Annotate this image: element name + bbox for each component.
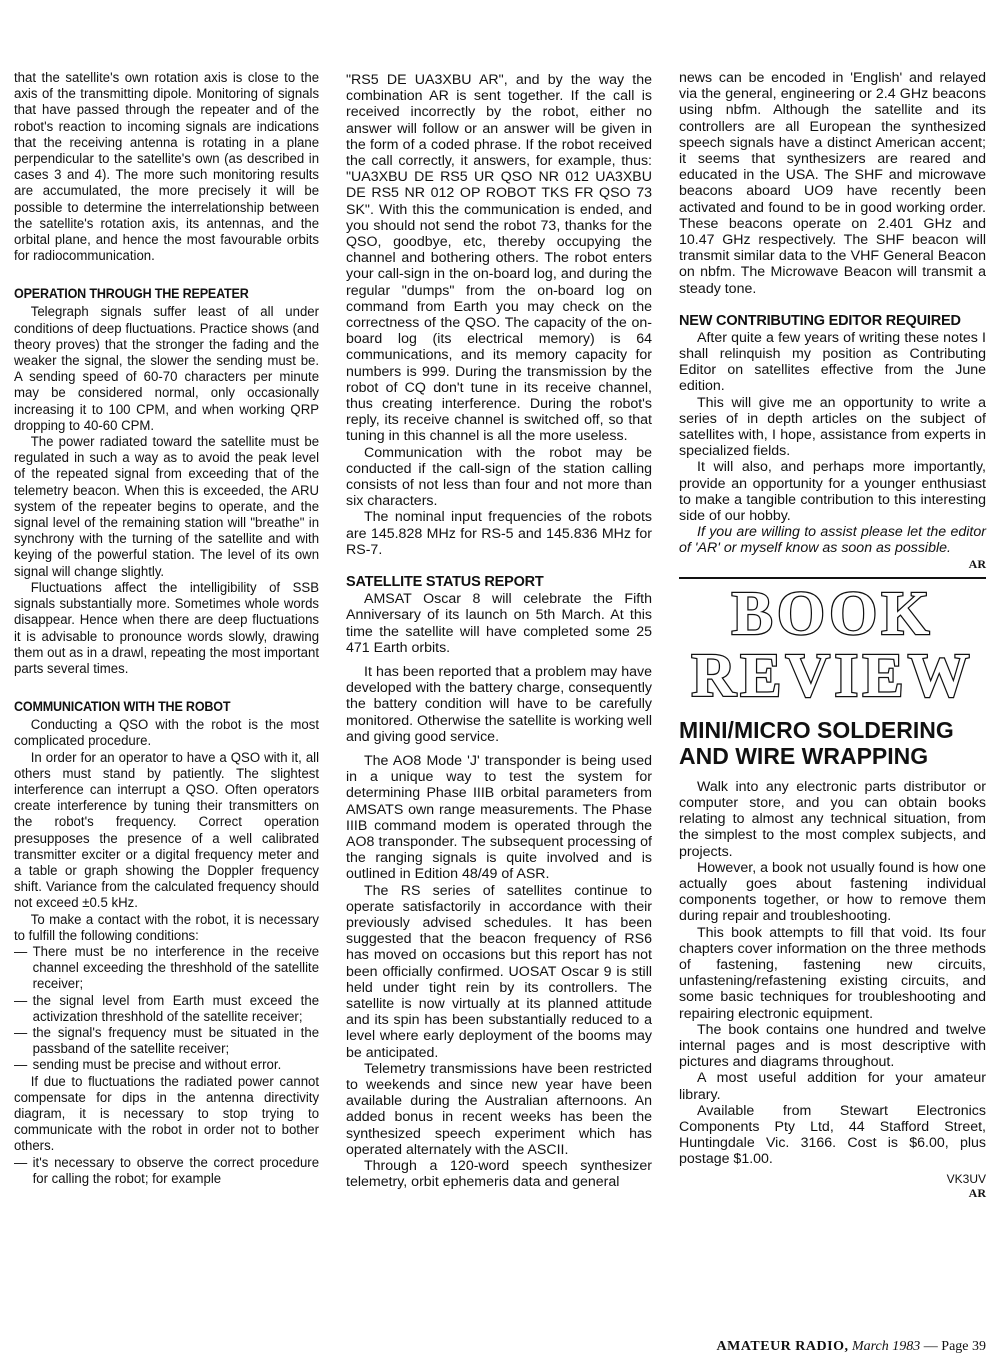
section-heading-repeater: OPERATION THROUGH THE REPEATER xyxy=(14,286,249,302)
review-word: REVIEW xyxy=(691,641,974,710)
issue-date: March 1983 xyxy=(851,1339,921,1354)
column-2 xyxy=(346,72,652,1190)
paragraph: This will give me an opportunity to write a series of in depth articles on the subject of satellites with, I hope, assistance from experts in specialized fields. xyxy=(679,394,986,460)
paragraph: Communication with the robot may be conducted if the call-sign of the station calling consists of not less than four and not more than six characters. xyxy=(346,444,652,510)
section-heading-editor: NEW CONTRIBUTING EDITOR REQUIRED xyxy=(679,312,961,329)
magazine-name: AMATEUR RADIO, xyxy=(716,1339,849,1354)
paragraph: Walk into any electronic parts distributor or computer store, and you can obtain books relating to almost any technical situation, from the simplest to the most complex subjects, and projects. xyxy=(679,778,986,860)
paragraph: If due to fluctuations the radiated power cannot compensate for dips in the antenna directivity diagram, it is necessary to stop trying to communicate with the robot in order not to bother others. xyxy=(14,1073,320,1155)
paragraph: It has been reported that a problem may have developed with the battery charge, consequently the battery condition will have to be carefully monitored. Otherwise the satellite is working well and giving good service. xyxy=(346,663,652,745)
procedure-list xyxy=(14,1155,319,1187)
paragraph: The power radiated toward the satellite must be regulated in such a way as to avoid the peak level of the repeated signal from exceeding that of the telemetry beacon. When this is exceeded, the ARU system of the repeater begins to operate, and the signal level of the remaining station will "breathe" in synchrony with the turning of the satellite and with keying of the powerful station. The level of its own signal will change slightly. xyxy=(14,434,320,580)
column-3 xyxy=(679,70,986,1200)
section-heading-status: SATELLITE STATUS REPORT xyxy=(346,574,544,591)
page-number: — Page 39 xyxy=(923,1339,986,1354)
paragraph: This book attempts to fill that void. Its four chapters cover information on the three methods of fastening, fastening new circuits, unfastening/refastening existing circuits, and some basic techniques for troubleshooting and repairing electronic equipment. xyxy=(679,924,986,1022)
paragraph-italic: If you are willing to assist please let the editor of 'AR' or myself know as soon as possible. xyxy=(679,524,986,557)
paragraph: Through a 120-word speech synthesizer telemetry, orbit ephemeris data and general xyxy=(346,1158,652,1191)
paragraph: The AO8 Mode 'J' transponder is being used in a unique way to test the system for determining Phase IIIB orbital parameters from AMSATS own range measurements. The Phase IIIB command modem is operated through the AO8 transponder. The subsequent processing of the ranging signals is quite involved and is outlined in Edition 48/49 of ASR. xyxy=(346,752,652,883)
conditions-list xyxy=(14,944,319,1074)
paragraph: Telegraph signals suffer least of all under conditions of deep fluctuations. Practice shows (and theory proves) that the stronger the fading and the weaker the signal, the slower the sending must be. A sending speed of 60-70 characters per minute may be considered normal, only occasionally increasing it to 100 CPM, and when working QRP dropping to 40-60 CPM. xyxy=(14,304,320,434)
paragraph: The book contains one hundred and twelve internal pages and is most descriptive with pictures and diagrams throughout. xyxy=(679,1021,986,1071)
paragraph: In order for an operator to have a QSO with it, all others must stand by patiently. The slightest interference can interrupt a QSO. Often operators create interference by tuning their transmitters on the robot's frequency. Correct operation presupposes the presence of a well calibrated transmitter exciter or a digital frequency meter and a table or graph showing the Doppler frequency shift. Variance from the calculated frequency should not exceed ±0.5 kHz. xyxy=(14,749,320,912)
paragraph: that the satellite's own rotation axis is close to the axis of the transmitting dipole. Monitoring of signals that have passed through the repeater and of the robot's reaction to incoming signals are indications that the receiving antenna is rotating in a plane perpendicular to the satellite's own (as described in cases 3 and 4). The more such monitoring results are accumulated, the more precisely it will be possible to determine the interrelationship between the satellite's rotation axis, its antennas, and the orbital plane, and hence the most favourable orbits for radiocommunication. xyxy=(14,70,320,265)
ar-logo: AR xyxy=(968,556,986,571)
page-footer xyxy=(717,1339,987,1355)
book-word: BOOK xyxy=(731,579,934,648)
list-item: — sending must be precise and without error. xyxy=(14,1057,319,1073)
paragraph: AMSAT Oscar 8 will celebrate the Fifth Anniversary of its launch on 5th March. At this time the satellite will have completed some 25 471 Earth orbits. xyxy=(346,591,652,656)
paragraph: A most useful addition for your amateur library. xyxy=(679,1070,986,1103)
list-item: — it's necessary to observe the correct procedure for calling the robot; for example xyxy=(14,1155,319,1187)
paragraph: It will also, and perhaps more importantly, provide an opportunity for a younger enthusiast to make a tangible contribution to this interesting side of our hobby. xyxy=(679,459,986,525)
paragraph: "RS5 DE UA3XBU AR", and by the way the combination AR is sent together. If the call is received incorrectly by the robot, either no answer will follow or an answer will be given in the form of a coded phrase. If the robot received the call correctly, it answers, for example, thus: "UA3XBU DE RS5 UR QSO NR 012 UA3XBU DE RS5 NR 012 OP ROBOT TKS FR QSO 73 SK". With this the communication is ended, and you should not send the robot 73, thanks for the QSO, goodbye, etc, thereby occupying the channel and bothering others. The robot enters your call-sign in the on-board log, and during the regular "dumps" from the on-board log on command from Earth you may check on the correctness of the QSO. The capacity of the on-board log (its electrical memory) is 64 communications, and its memory capacity for numbers is 999. During the transmission by the robot of CQ don't tune in its receive channel, thus creating interference. During the robot's reply, its receive channel is switched off, so that tuning in this channel is all the more useless. xyxy=(346,72,652,445)
paragraph: Conducting a QSO with the robot is the most complicated procedure. xyxy=(14,717,320,750)
paragraph: Fluctuations affect the intelligibility of SSB signals substantially more. Sometimes whole words disappear. Hence when there are deep fluctuations it is advisable to pronounce words slowly, drawing them out as in a drawl, repeating the most important parts several times. xyxy=(14,579,320,677)
paragraph: news can be encoded in 'English' and relayed via the general, engineering or 2.4 GHz beacons using nbfm. Although the satellite and its controllers are all European the synthesized speech signals have a distinct American accent; it seems that synthesizers are reared and educated in the USA. The SHF and microwave beacons aboard UO9 have recently been activated and found to be in good working order. These beacons operate on 2.401 GHz and 10.47 GHz respectively. The SHF beacon will transmit similar data to the VHF General Beacon on nbfm. The Microwave Beacon will transmit a steady tone. xyxy=(679,70,986,297)
paragraph: The nominal input frequencies of the robots are 145.828 MHz for RS-5 and 145.836 MHz for RS-7. xyxy=(346,509,652,558)
review-title: MINI/MICRO SOLDERING AND WIRE WRAPPING xyxy=(679,716,954,769)
author-callsign: VK3UV xyxy=(946,1171,986,1186)
list-item: — the signal's frequency must be situated in the passband of the satellite receiver; xyxy=(14,1025,319,1057)
list-item: — the signal level from Earth must exceed the activization threshhold of the satellite receiver; xyxy=(14,993,319,1025)
paragraph: Available from Stewart Electronics Components Pty Ltd, 44 Stafford Street, Huntingdale Vic. 3166. Cost is $6.00, plus postage $1.00. xyxy=(679,1102,986,1168)
paragraph: The RS series of satellites continue to operate satisfactorily in accordance with their previously advised schedules. It has been suggested that the beacon frequency of RS6 has moved on occasions but this report has not been officially confirmed. UOSAT Oscar 9 is still held under tight rein by its controllers. The satellite is now virtually at its planned attitude and its spin has been substantially reduced to a level where early deployment of the booms may be anticipated. xyxy=(346,882,652,1061)
book-review-banner xyxy=(679,577,986,710)
section-heading-robot: COMMUNICATION WITH THE ROBOT xyxy=(14,699,231,715)
ar-logo: AR xyxy=(968,1185,986,1200)
column-1 xyxy=(14,70,319,1187)
paragraph: However, a book not usually found is how one actually goes about fastening individual components together, or how to remove them during repair and troubleshooting. xyxy=(679,859,986,925)
paragraph: Telemetry transmissions have been restricted to weekends and since new year have been available during the Australian afternoons. An added bonus in recent weeks has been the synthesized speech experiment which has operated alternately with the ASCII. xyxy=(346,1060,652,1158)
paragraph: To make a contact with the robot, it is necessary to fulfill the following conditions: xyxy=(14,911,320,944)
list-item: — There must be no interference in the receive channel exceeding the threshhold of the satellite receiver; xyxy=(14,944,319,993)
paragraph: After quite a few years of writing these notes I shall relinquish my position as Contributing Editor on satellites effective from the June edition. xyxy=(679,329,986,395)
